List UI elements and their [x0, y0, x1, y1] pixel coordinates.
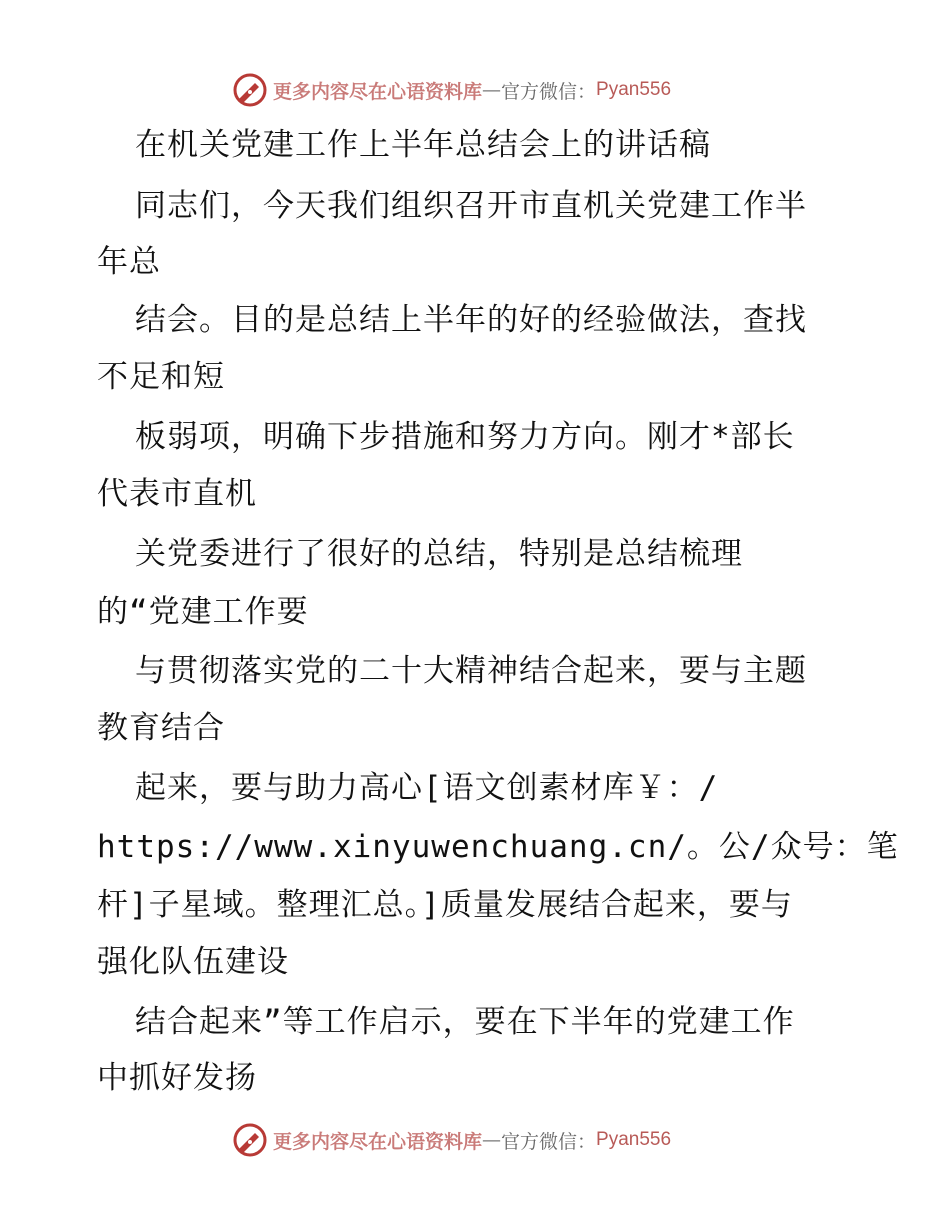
fountain-pen-logo-icon	[233, 1123, 267, 1157]
body-line: 杆]子星域。整理汇总。]质量发展结合起来，要与	[97, 887, 793, 923]
watermark-wechat-label: 官方微信：	[501, 80, 597, 103]
body-line: 结合起来”等工作启示，要在下半年的党建工作	[135, 1004, 795, 1040]
body-line: 代表市直机	[97, 476, 257, 512]
footer-watermark	[233, 1122, 671, 1158]
body-line: 强化队伍建设	[97, 944, 289, 980]
watermark-text: 更多内容尽在心语资料库	[273, 80, 483, 103]
watermark-wechat-label: 官方微信：	[501, 1130, 597, 1153]
body-line: 年总	[97, 244, 161, 280]
body-line: 教育结合	[97, 710, 225, 746]
watermark-text: 更多内容尽在心语资料库	[273, 1130, 483, 1153]
body-line: 的“党建工作要	[97, 594, 309, 630]
body-line: 起来，要与助力高心[语文创素材库￥：/	[135, 770, 719, 806]
body-line: 中抓好发扬	[97, 1060, 257, 1096]
watermark-wechat-id: Pyan556	[596, 1129, 672, 1150]
body-line: 结会。目的是总结上半年的好的经验做法，查找	[135, 302, 807, 338]
body-line: https://www.xinyuwenchuang.cn/。公/众号：笔	[97, 829, 899, 865]
fountain-pen-logo-icon	[233, 73, 267, 107]
watermark-dash: —	[482, 79, 502, 101]
body-line: 板弱项，明确下步措施和努力方向。刚才*部长	[135, 419, 795, 455]
document-title: 在机关党建工作上半年总结会上的讲话稿	[135, 127, 711, 163]
body-line: 不足和短	[97, 359, 225, 395]
body-line: 与贯彻落实党的二十大精神结合起来，要与主题	[135, 653, 807, 689]
body-line: 关党委进行了很好的总结，特别是总结梳理	[135, 536, 743, 572]
body-line: 同志们，今天我们组织召开市直机关党建工作半	[135, 188, 807, 224]
header-watermark	[233, 72, 671, 108]
watermark-wechat-id: Pyan556	[596, 79, 672, 100]
watermark-dash: —	[482, 1129, 502, 1151]
